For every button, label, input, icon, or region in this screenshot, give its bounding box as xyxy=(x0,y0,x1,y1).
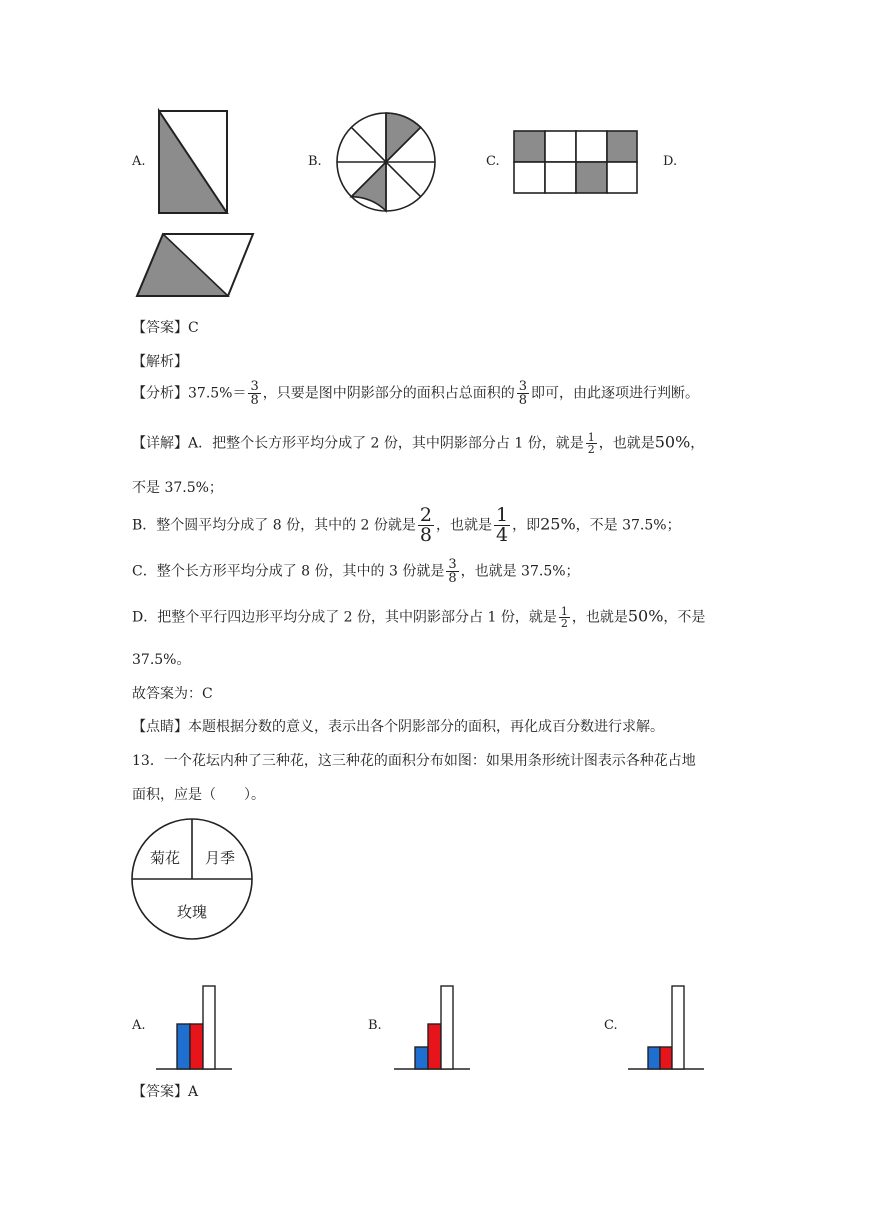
bar-red xyxy=(660,1047,672,1069)
q13-option-b-bar-chart xyxy=(392,984,472,1072)
q12-detail-a-line2: 不是 37.5%； xyxy=(132,480,223,496)
q12-answer: 【答案】C xyxy=(132,320,199,336)
option-c-label: C. xyxy=(486,154,500,169)
q13-stem-line2: 面积，应是（ ）。 xyxy=(132,787,265,803)
fraction: $\frac{3}{8}$ xyxy=(250,379,259,408)
pie-label-chrysanthemum: 菊花 xyxy=(149,849,181,867)
q13-option-b-label: B. xyxy=(368,1018,382,1033)
q12-dianjing: 【点睛】本题根据分数的意义，表示出各个阴影部分的面积，再化成百分数进行求解。 xyxy=(132,719,664,735)
option-b-circle-figure xyxy=(334,110,438,214)
pie-label-rose-monthly: 月季 xyxy=(204,849,236,867)
q13-option-a-bar-chart xyxy=(154,984,234,1072)
pie-label-rose: 玫瑰 xyxy=(176,903,208,921)
q13-answer: 【答案】A xyxy=(132,1084,199,1100)
fraction: $\frac{3}{8}$ xyxy=(518,379,528,408)
fraction: $\frac{1}{2}$ xyxy=(560,605,568,630)
bar-white xyxy=(203,986,215,1069)
bar-white xyxy=(441,986,453,1069)
q12-detail-d-line2: 37.5%。 xyxy=(132,652,191,668)
bar-white xyxy=(672,986,684,1069)
q12-analysis-heading: 【解析】 xyxy=(132,354,188,370)
q13-stem-line1: 13．一个花坛内种了三种花，这三种花的面积分布如图：如果用条形统计图表示各种花占地 xyxy=(132,753,696,769)
bar-blue xyxy=(177,1024,190,1069)
q12-detail-b-line: B．整个圆平均分成了 8 份，其中的 2 份就是 $\frac{2}{8}$ ，也就是 $\frac{1}{4}$ ，即25%，不是 37.5%； xyxy=(132,504,681,546)
q13-option-c-bar-chart xyxy=(626,984,706,1072)
fraction: $\frac{2}{8}$ xyxy=(419,504,432,546)
bar-red xyxy=(428,1024,441,1069)
q12-detail-a-line: 【详解】A．把整个长方形平均分成了 2 份，其中阴影部分占 1 份，就是 $\frac{1}{2}$ ，也就是50%， xyxy=(132,431,705,456)
fraction: $\frac{3}{8}$ xyxy=(448,557,457,586)
q13-option-a-label: A. xyxy=(132,1018,146,1033)
option-a-rectangle-figure xyxy=(156,108,230,216)
option-d-label: D. xyxy=(663,154,678,169)
option-a-label: A. xyxy=(132,154,146,169)
fraction: $\frac{1}{4}$ xyxy=(496,504,509,546)
option-b-label: B. xyxy=(308,154,322,169)
q12-fenxi-line: 【分析】37.5%＝ $\frac{3}{8}$ ，只要是图中阴影部分的面积占总面积的 $\frac{3}{8}$ 即可，由此逐项进行判断。 xyxy=(132,379,700,408)
option-c-grid-figure xyxy=(512,129,639,195)
bar-red xyxy=(190,1024,203,1069)
q12-conclusion: 故答案为：C xyxy=(132,686,213,702)
fraction: $\frac{1}{2}$ xyxy=(587,431,595,456)
q13-option-c-label: C. xyxy=(604,1018,618,1033)
q12-detail-c-line: C．整个长方形平均分成了 8 份，其中的 3 份就是 $\frac{3}{8}$ ，也就是 37.5%； xyxy=(132,557,580,586)
bar-blue xyxy=(648,1047,660,1069)
flower-pie-diagram xyxy=(130,816,254,942)
option-d-parallelogram-figure xyxy=(134,231,256,299)
bar-blue xyxy=(415,1047,428,1069)
q12-detail-d-line: D．把整个平行四边形平均分成了 2 份，其中阴影部分占 1 份，就是 $\frac{1}{2}$ ，也就是50%，不是 xyxy=(132,605,706,630)
